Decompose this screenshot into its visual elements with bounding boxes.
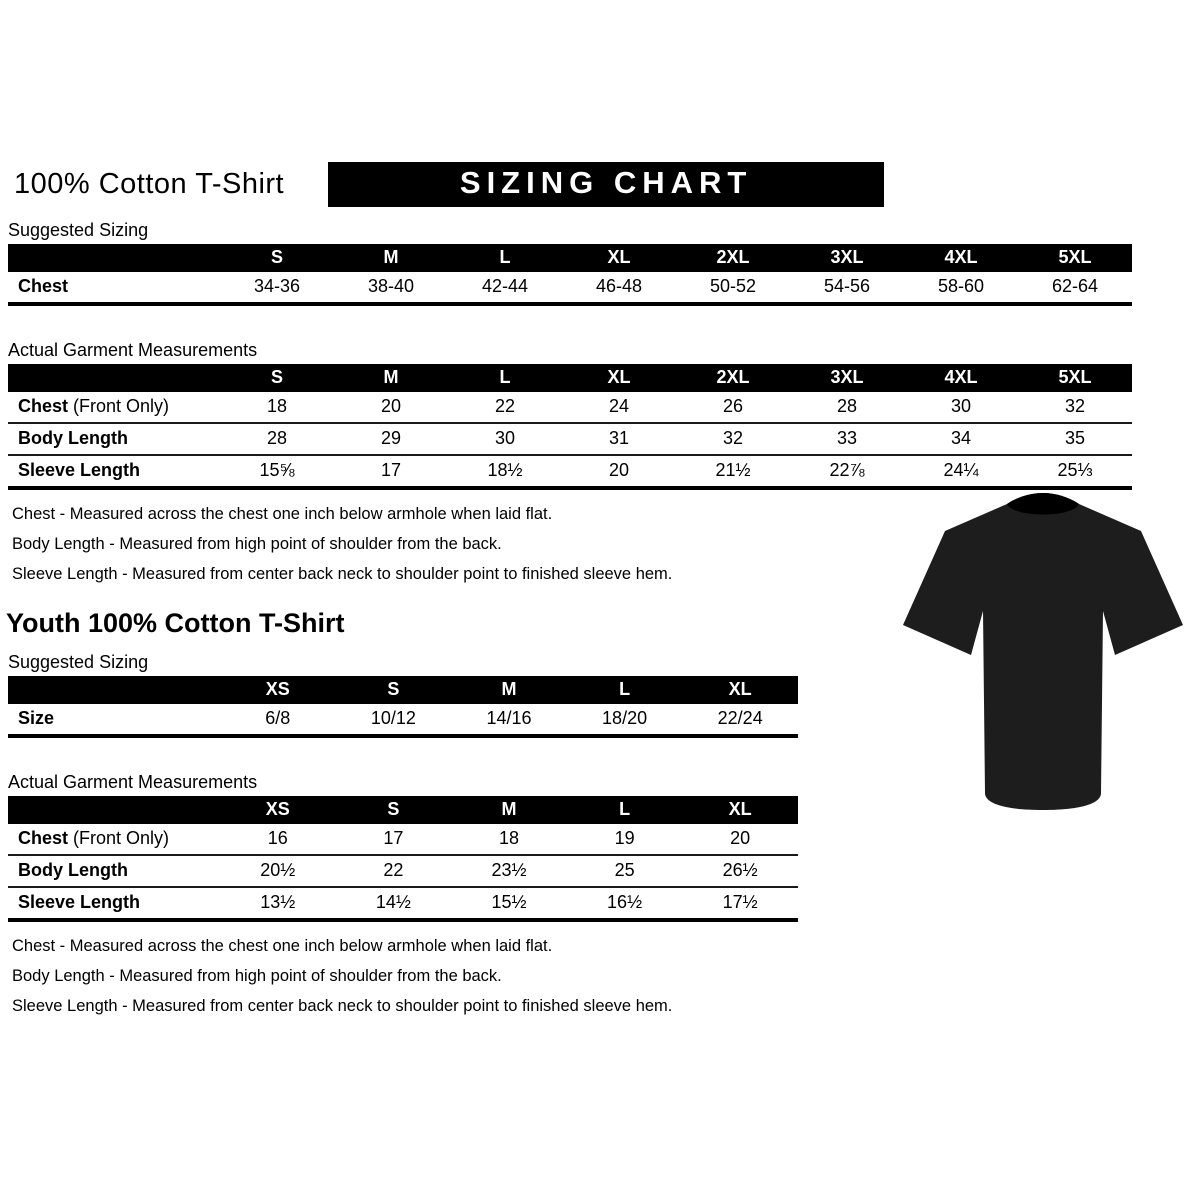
black-tshirt-image (893, 474, 1193, 840)
measurement-cell: 15½ (451, 887, 567, 920)
size-column-header: M (451, 796, 567, 824)
row-label: Sleeve Length (8, 887, 220, 920)
youth-suggested-sizing-table (8, 676, 798, 738)
size-column-header: M (334, 364, 448, 392)
measurement-cell: 30 (950, 396, 972, 416)
measurement-cell: 32 (676, 423, 790, 455)
measurement-cell: 18 (266, 396, 288, 416)
size-column-header: M (451, 676, 567, 704)
measurement-cell: 22/24 (717, 708, 763, 728)
size-column-header: S (336, 796, 452, 824)
size-column-header: 3XL (790, 364, 904, 392)
adult-suggested-sizing-label: Suggested Sizing (8, 220, 149, 240)
measurement-row (8, 423, 1132, 455)
row-label-spacer (8, 676, 220, 704)
measurement-cell: 20 (730, 828, 751, 848)
size-column-header: 5XL (1018, 244, 1132, 272)
measurement-cell: 17 (383, 828, 404, 848)
size-column-header: L (567, 676, 683, 704)
measurement-cell: 16½ (567, 887, 683, 920)
measurement-cell: 30 (448, 423, 562, 455)
measurement-cell: 26½ (682, 855, 798, 887)
measurement-cell: 19 (614, 828, 635, 848)
measurement-cell: 21½ (676, 455, 790, 488)
measurement-cell: 28 (836, 396, 858, 416)
measurement-cell: 24¼ (904, 455, 1018, 488)
measurement-cell: 14½ (336, 887, 452, 920)
measurement-cell: 22⅞ (790, 455, 904, 488)
size-column-header: XL (682, 676, 798, 704)
measurement-cell: 14/16 (486, 708, 532, 728)
tshirt-graphic (893, 474, 1193, 840)
size-column-header: S (336, 676, 452, 704)
measurement-cell: 16 (267, 828, 288, 848)
size-column-header: XS (220, 676, 336, 704)
size-column-header: 4XL (904, 244, 1018, 272)
measurement-cell: 46-48 (595, 276, 643, 296)
youth-notes (12, 937, 1200, 1016)
measurement-cell: 54-56 (823, 276, 871, 296)
measurement-cell: 18/20 (602, 708, 648, 728)
size-column-header: L (567, 796, 683, 824)
row-label-spacer (8, 244, 220, 272)
row-label: Sleeve Length (8, 455, 220, 488)
measurement-cell: 34 (904, 423, 1018, 455)
measurement-cell: 18½ (448, 455, 562, 488)
size-column-header: 2XL (676, 244, 790, 272)
measurement-cell: 6/8 (265, 708, 291, 728)
row-label: Chest (Front Only) (18, 396, 170, 416)
youth-actual-measurements-table (8, 796, 798, 922)
measurement-row (8, 272, 1132, 304)
measurement-row (8, 824, 798, 855)
size-column-header: S (220, 244, 334, 272)
measurement-cell: 35 (1018, 423, 1132, 455)
measurement-cell: 28 (220, 423, 334, 455)
measurement-cell: 42-44 (481, 276, 529, 296)
row-label-spacer (8, 796, 220, 824)
row-label-spacer (8, 364, 220, 392)
youth-suggested-sizing-label: Suggested Sizing (8, 652, 149, 672)
measurement-cell: 10/12 (370, 708, 416, 728)
size-column-header: XL (562, 364, 676, 392)
row-label: Chest (18, 276, 69, 296)
measurement-cell: 15⅝ (220, 455, 334, 488)
size-column-header: S (220, 364, 334, 392)
measurement-row (8, 704, 798, 736)
row-label: Chest (Front Only) (18, 828, 170, 848)
youth-title: Youth 100% Cotton T-Shirt (6, 608, 345, 638)
note-body-length: Body Length - Measured from high point of shoulder from the back. (12, 535, 502, 553)
measurement-cell: 33 (790, 423, 904, 455)
size-column-header: XS (220, 796, 336, 824)
measurement-cell: 13½ (220, 887, 336, 920)
measurement-cell: 26 (722, 396, 744, 416)
page-header (0, 0, 1200, 207)
row-label: Body Length (8, 855, 220, 887)
sizing-chart-banner: SIZING CHART (328, 162, 884, 207)
measurement-row (8, 855, 798, 887)
row-label: Size (18, 708, 55, 728)
measurement-row (8, 887, 798, 920)
measurement-cell: 32 (1064, 396, 1086, 416)
measurement-cell: 62-64 (1051, 276, 1099, 296)
tshirt-body-shape (903, 493, 1183, 810)
measurement-cell: 18 (498, 828, 519, 848)
measurement-cell: 22 (494, 396, 516, 416)
measurement-cell: 38-40 (367, 276, 415, 296)
note-body-length: Body Length - Measured from high point of shoulder from the back. (12, 967, 502, 985)
size-column-header: L (448, 244, 562, 272)
measurement-cell: 17 (334, 455, 448, 488)
note-sleeve-length: Sleeve Length - Measured from center back neck to shoulder point to finished sleeve hem. (12, 565, 673, 583)
measurement-cell: 20½ (220, 855, 336, 887)
measurement-cell: 58-60 (937, 276, 985, 296)
size-column-header: L (448, 364, 562, 392)
measurement-cell: 24 (608, 396, 630, 416)
note-chest: Chest - Measured across the chest one inch below armhole when laid flat. (12, 937, 553, 955)
size-column-header: 2XL (676, 364, 790, 392)
measurement-cell: 50-52 (709, 276, 757, 296)
measurement-row (8, 392, 1132, 423)
size-column-header: 3XL (790, 244, 904, 272)
measurement-cell: 29 (334, 423, 448, 455)
adult-actual-measurements-label: Actual Garment Measurements (8, 340, 258, 360)
measurement-cell: 17½ (682, 887, 798, 920)
adult-suggested-sizing-table (8, 244, 1132, 306)
size-column-header: 5XL (1018, 364, 1132, 392)
size-column-header: XL (682, 796, 798, 824)
measurement-cell: 20 (380, 396, 402, 416)
row-label: Body Length (8, 423, 220, 455)
measurement-cell: 20 (562, 455, 676, 488)
measurement-cell: 25 (567, 855, 683, 887)
note-sleeve-length: Sleeve Length - Measured from center back neck to shoulder point to finished sleeve hem. (12, 997, 673, 1015)
note-chest: Chest - Measured across the chest one inch below armhole when laid flat. (12, 505, 553, 523)
measurement-cell: 34-36 (253, 276, 301, 296)
size-column-header: XL (562, 244, 676, 272)
measurement-cell: 22 (336, 855, 452, 887)
measurement-cell: 23½ (451, 855, 567, 887)
measurement-cell: 31 (562, 423, 676, 455)
adult-title: 100% Cotton T-Shirt (14, 168, 285, 200)
youth-actual-measurements-label: Actual Garment Measurements (8, 772, 258, 792)
size-column-header: 4XL (904, 364, 1018, 392)
adult-actual-measurements-table (8, 364, 1132, 490)
measurement-cell: 25⅓ (1018, 455, 1132, 488)
size-column-header: M (334, 244, 448, 272)
